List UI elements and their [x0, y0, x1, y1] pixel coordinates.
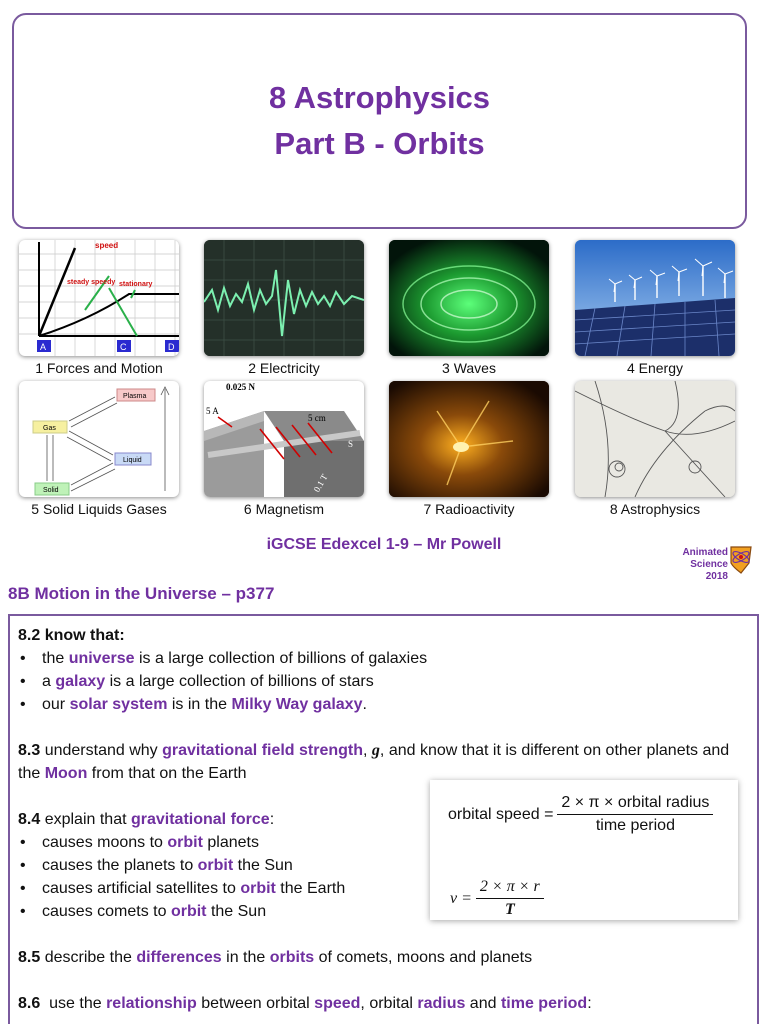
brand-name: Animated Science [682, 547, 728, 570]
graph-steady-label: steady speedy [67, 279, 116, 286]
north-label: N [276, 483, 283, 493]
plasma-label: Plasma [123, 393, 147, 400]
list-item: • causes comets to orbit the Sun [18, 900, 749, 923]
brand-year: 2018 [705, 571, 728, 582]
word-equation-numerator: 2 × π × orbital radius [557, 794, 713, 815]
state-change-diagram-icon [19, 381, 179, 497]
spec-8-4: 8.4 explain that gravitational force: [18, 811, 275, 828]
topic-electricity[interactable] [204, 240, 364, 376]
topic-label-3: 3 Waves [442, 360, 496, 376]
title-line-2: Part B - Orbits [274, 126, 485, 161]
topic-label-2: 2 Electricity [248, 360, 320, 376]
orbital-speed-formula [430, 780, 738, 920]
topic-radioactivity[interactable] [389, 381, 549, 517]
section-title: 8B Motion in the Universe – p377 [8, 584, 275, 603]
topic-states[interactable] [19, 381, 179, 517]
graph-d-label: D [168, 342, 175, 352]
current-label: 5 A [206, 406, 219, 416]
topic-forces[interactable] [19, 240, 179, 376]
distance-time-graph-icon [19, 240, 179, 356]
topic-label-6: 6 Magnetism [243, 501, 325, 517]
title-line-1: 8 Astrophysics [268, 80, 491, 115]
gas-label: Gas [43, 425, 56, 432]
topic-energy[interactable] [575, 240, 735, 376]
topic-label-5: 5 Solid Liquids Gases [31, 501, 167, 517]
list-item: • our solar system is in the Milky Way galaxy. [18, 693, 749, 716]
spec-8-2-list [18, 647, 749, 716]
spec-8-6: 8.6 use the relationship between orbital speed, orbital radius and time period: [18, 995, 592, 1012]
word-equation-lhs: orbital speed = [448, 805, 554, 823]
symbol-equation [450, 878, 544, 919]
topic-astrophysics[interactable] [575, 381, 735, 517]
cloud-chamber-icon [389, 381, 549, 497]
green-ripple-icon [389, 240, 549, 356]
list-item: • a galaxy is a large collection of billions of stars [18, 670, 749, 693]
topic-label-7: 7 Radioactivity [423, 501, 515, 517]
graph-a-label: A [40, 342, 47, 352]
course-title: iGCSE Edexcel 1-9 – Mr Powell [266, 536, 502, 553]
list-item: • the universe is a large collection of billions of galaxies [18, 647, 749, 670]
list-item: • causes the planets to orbit the Sun [18, 854, 749, 877]
word-equation-denominator: time period [595, 817, 675, 834]
topic-label-8: 8 Astrophysics [609, 501, 701, 517]
field-label: 0.1 T [311, 472, 330, 494]
symbol-equation-numerator: 2 × π × r [476, 878, 544, 899]
south-label: S [348, 439, 354, 449]
spec-8-3: 8.3 understand why gravitational field strength, g, and know that it is different on other planets and the Moon from that on the Earth [18, 742, 730, 782]
atom-shield-icon [728, 543, 754, 575]
liquid-label: Liquid [123, 457, 142, 464]
symbol-equation-lhs: v = [450, 889, 472, 907]
solar-wind-farm-icon [575, 240, 735, 356]
title-box [12, 13, 747, 229]
graph-stationary-label: stationary [119, 281, 153, 288]
word-equation [448, 794, 713, 835]
topic-label-4: 4 Energy [626, 360, 684, 376]
graph-speed-label: speed [95, 241, 119, 250]
solid-label: Solid [43, 487, 59, 494]
length-label: 5 cm [308, 413, 326, 423]
oscilloscope-wave-icon [204, 240, 364, 356]
magnet-wire-icon [204, 381, 364, 497]
brand-logo [652, 543, 762, 582]
graph-c-label: C [120, 342, 127, 352]
topic-label-1: 1 Forces and Motion [35, 360, 163, 376]
topic-magnetism[interactable] [204, 381, 364, 517]
list-item: • causes moons to orbit planets [18, 831, 749, 854]
spec-8-2-heading: 8.2 know that: [18, 627, 125, 644]
particle-tracks-icon [575, 381, 735, 497]
list-item: • causes artificial satellites to orbit the Earth [18, 877, 749, 900]
force-label: 0.025 N [226, 382, 255, 392]
symbol-equation-denominator: T [504, 901, 515, 918]
topic-waves[interactable] [389, 240, 549, 376]
spec-8-5: 8.5 describe the differences in the orbits of comets, moons and planets [18, 949, 533, 966]
